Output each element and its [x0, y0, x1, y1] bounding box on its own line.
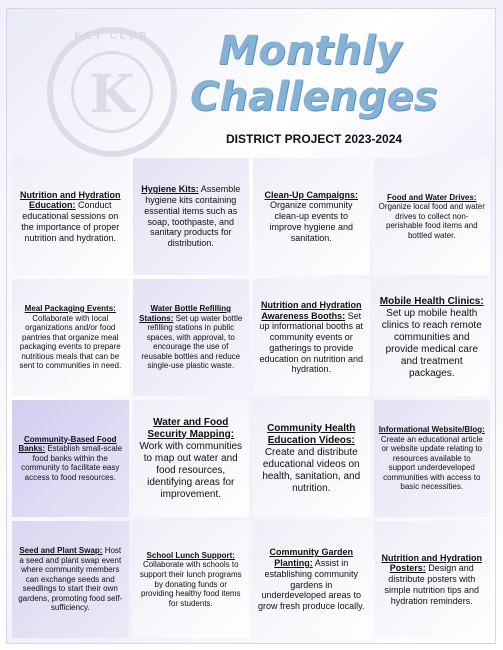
- challenge-label: Mobile Health Clinics:: [379, 295, 484, 307]
- seal-inner-ring: [71, 51, 153, 133]
- challenge-text: Set up mobile health clinics to reach remote communities and provide medical care and treatment packages.: [381, 307, 482, 379]
- challenge-text: Design and distribute posters with simple nutrition tips and hydration reminders.: [384, 563, 480, 606]
- challenge-text: Host a seed and plant swap event where community members can exchange seeds and seedlings to start their own gardens, promoting food self-sufficiency.: [18, 545, 123, 613]
- challenge-label: Nutrition and Hydration Awareness Booths:: [261, 299, 362, 321]
- challenge-text: Conduct educational sessions on the importance of proper nutrition and hydration.: [21, 200, 120, 243]
- challenge-cell-3: [253, 158, 370, 275]
- challenge-cell-1: [12, 158, 129, 275]
- title-line-1: Monthly: [218, 28, 402, 74]
- challenge-label: Water Bottle Refilling Stations:: [139, 303, 232, 323]
- challenge-cell-14: [133, 521, 250, 638]
- challenge-text: Organize local food and water drives to collect non-perishable food items and bottled water.: [378, 202, 485, 240]
- challenge-cell-9: [12, 400, 129, 517]
- challenge-grid: [12, 158, 490, 638]
- challenge-label: School Lunch Support:: [146, 550, 235, 560]
- challenge-cell-11: [253, 400, 370, 517]
- seal-letter: K: [89, 64, 135, 125]
- challenge-cell-12: [374, 400, 491, 517]
- challenge-text: Set up informational booths at community events or gatherings to provide education on nutrition and hydration.: [259, 310, 364, 375]
- challenge-text: Assemble hygiene kits containing essential items such as soap, toothpaste, and sanitary products for distribution.: [144, 184, 241, 249]
- challenge-label: Clean-Up Campaigns:: [264, 189, 358, 200]
- challenge-text: Work with communities to map out water and food resources, identifying areas for improvement.: [139, 440, 243, 500]
- challenge-label: Informational Website/Blog:: [378, 424, 485, 434]
- challenge-text: Establish small-scale food banks within the community to facilitate easy access to food resources.: [21, 444, 123, 482]
- challenge-label: Meal Packaging Events:: [24, 303, 116, 313]
- challenge-text: Organize community clean-up events to improve hygiene and sanitation.: [269, 200, 354, 243]
- challenge-label: Nutrition and Hydration Education:: [20, 189, 121, 211]
- challenge-cell-7: [253, 279, 370, 396]
- challenge-cell-6: [133, 279, 250, 396]
- page-title: [190, 28, 438, 120]
- key-club-seal-watermark: [47, 27, 177, 157]
- challenge-text: Assist in establishing community gardens in underdeveloped areas to grow fresh produce locally.: [258, 557, 365, 612]
- seal-text: KEY CLUB: [74, 31, 150, 42]
- challenge-label: Seed and Plant Swap:: [19, 545, 103, 555]
- challenge-cell-4: [374, 158, 491, 275]
- challenge-text: Collaborate with schools to support their lunch programs by donating funds or providing healthy food items for students.: [139, 560, 242, 608]
- challenge-cell-8: [374, 279, 491, 396]
- challenge-label: Community Health Education Videos:: [267, 422, 356, 446]
- subtitle: DISTRICT PROJECT 2023-2024: [226, 132, 403, 146]
- challenge-cell-13: [12, 521, 129, 638]
- challenge-cell-10: [133, 400, 250, 517]
- challenge-cell-16: [374, 521, 491, 638]
- challenge-text: Collaborate with local organizations and/or food pantries that organize meal packaging events to prepare nutritious meals that can be sent to communities in need.: [19, 313, 122, 371]
- challenge-cell-5: [12, 279, 129, 396]
- challenge-cell-2: [133, 158, 250, 275]
- challenge-text: Create and distribute educational videos on health, sanitation, and nutrition.: [262, 446, 361, 494]
- challenge-label: Nutrition and Hydration Posters:: [381, 552, 482, 574]
- challenge-label: Community Garden Planting:: [269, 547, 353, 568]
- challenge-label: Food and Water Drives:: [387, 192, 477, 202]
- challenge-label: Hygiene Kits:: [141, 184, 199, 195]
- challenge-text: Create an educational article or website update relating to resources available to support underdeveloped communities with access to basic necessities.: [380, 434, 483, 492]
- challenge-label: Community-Based Food Banks:: [18, 434, 117, 454]
- challenge-text: Set up water bottle refilling stations in public spaces, with approval, to encourage the use of reusable bottles and reduce single-use plastic waste.: [141, 313, 243, 371]
- title-line-2: Challenges: [190, 74, 438, 120]
- challenge-cell-15: [253, 521, 370, 638]
- challenge-label: Water and Food Security Mapping:: [147, 416, 235, 440]
